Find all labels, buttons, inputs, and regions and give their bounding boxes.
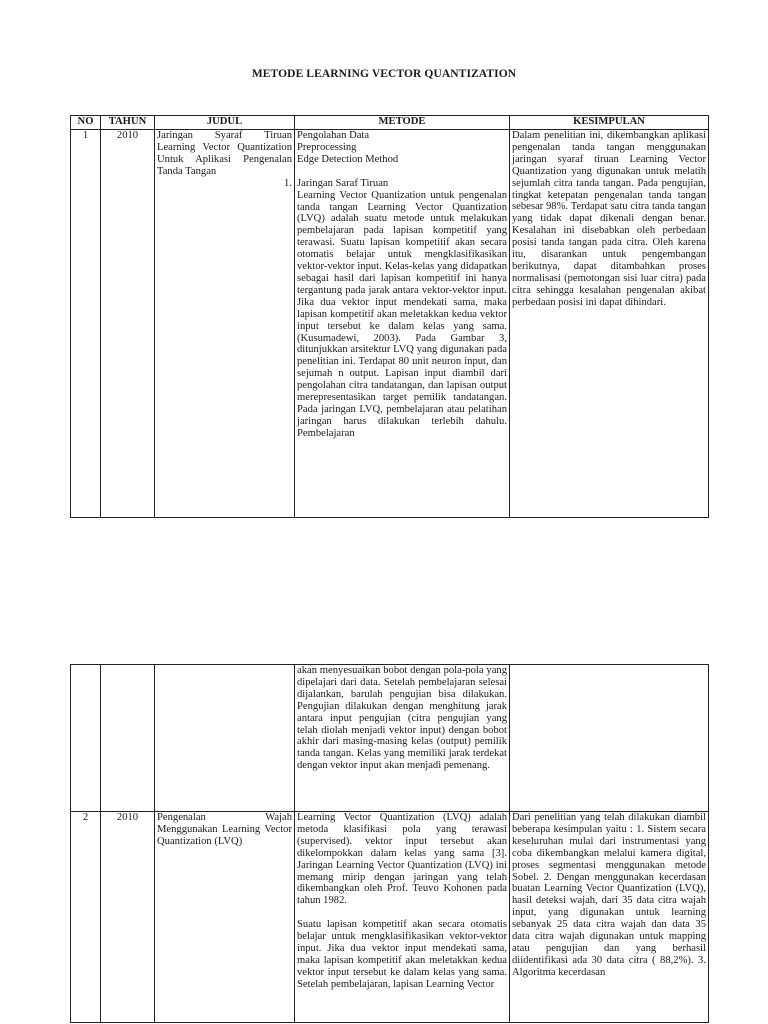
header-kesimpulan: KESIMPULAN bbox=[510, 116, 709, 130]
judul-text: Jaringan Syaraf Tiruan Learning Vector Quantization Untuk Aplikasi Pengenalan Tanda Tangan bbox=[157, 130, 292, 177]
cell-tahun bbox=[101, 665, 155, 812]
header-tahun: TAHUN bbox=[101, 116, 155, 130]
metode-line: Preprocessing bbox=[297, 141, 357, 153]
research-table-page2 bbox=[70, 664, 709, 1023]
metode-paragraph: Suatu lapisan kompetitif akan secara otomatis belajar untuk mengklasifikasikan vektor-vektor input. Jika dua vektor input mendekati sama, maka lapisan kompetitif akan meletakkan kedua vektor input tersebut ke dalam kelas yang sama. Setelah pembelajaran, lapisan Learning Vector bbox=[297, 919, 507, 990]
metode-paragraph: Learning Vector Quantization (LVQ) adalah metoda klasifikasi pola yang terawasi (supervised). vektor input tersebut akan dikelompokkan dalam kelas yang sama [3]. Jaringan Learning Vector Quantization (LVQ) ini memang mirip dengan jaringan yang telah dikembangkan oleh Prof. Teuvo Kohonen pada tahun 1982. bbox=[297, 812, 507, 907]
cell-metode bbox=[295, 812, 510, 1023]
table-row bbox=[71, 130, 709, 518]
metode-heading: Jaringan Saraf Tiruan bbox=[297, 177, 389, 189]
header-judul: JUDUL bbox=[155, 116, 295, 130]
cell-kesimpulan: Dalam penelitian ini, dikembangkan aplikasi pengenalan tanda tangan menggunakan jaringan syaraf tiruan Learning Vector Quantization yang digunakan untuk melatih sejumlah citra tanda tangan. Pada pengujian, tingkat ketepatan pengenalan tanda tangan sebesar 98%. Terdapat satu citra tanda tangan yang tidak dapat dikenali dengan benar. Kesalahan ini disebabkan oleh perbedaan posisi tanda tangan pada citra. Oleh karena itu, disarankan untuk pengembangan berikutnya, dapat ditambahkan proses normalisasi (pemotongan sisi luar citra) pada citra sehingga kesalahan pengenalan akibat perbedaan posisi ini dapat dihindari. bbox=[510, 130, 709, 518]
research-table-page1 bbox=[70, 115, 709, 518]
metode-line: Edge Detection Method bbox=[297, 153, 399, 165]
cell-no: 1 bbox=[71, 130, 101, 518]
table-row bbox=[71, 665, 709, 812]
cell-no bbox=[71, 665, 101, 812]
table-row bbox=[71, 812, 709, 1023]
cell-tahun: 2010 bbox=[101, 812, 155, 1023]
header-metode: METODE bbox=[295, 116, 510, 130]
metode-body: Learning Vector Quantization untuk pengenalan tanda tangan Learning Vector Quantization (LVQ) adalah suatu metode untuk melakukan pembelajaran pada lapisan kompetitif yang terawasi. Suatu lapisan kompetitif akan secara otomatis belajar untuk mengklasifikasikan vektor-vektor input. Kelas-kelas yang didapatkan sebagai hasil dari lapisan kompetitif ini hanya tergantung pada jarak antara vektor-vektor input. Jika dua vektor input mendekati sama, maka lapisan kompetitif akan meletakkan kedua vektor input tersebut ke dalam kelas yang sama. (Kusumadewi, 2003). Pada Gambar 3, ditunjukkan arsitektur LVQ yang digunakan pada penelitian ini. Terdapat 80 unit neuron input, dan sejumah n output. Lapisan input diambil dari pengolahan citra tandatangan, dan lapisan output merepresentasikan target pemilik tandatangan. Pada jaringan LVQ, pembelajaran atau pelatihan jaringan harus dilakukan terlebih dahulu. Pembelajaran bbox=[297, 189, 507, 439]
metode-line: Pengolahan Data bbox=[297, 130, 370, 141]
cell-kesimpulan bbox=[510, 665, 709, 812]
cell-judul bbox=[155, 665, 295, 812]
cell-judul: Pengenalan Wajah Menggunakan Learning Vector Quantization (LVQ) bbox=[155, 812, 295, 1023]
cell-kesimpulan: Dari penelitian yang telah dilakukan diambil beberapa kesimpulan yaitu : 1. Sistem secara keseluruhan mulai dari instrumentasi yang coba dikembangkan melalui kamera digital, proses segmentasi menggunakan metode Sobel. 2. Dengan menggunakan kecerdasan buatan Learning Vector Quantization (LVQ), hasil deteksi wajah, dari 35 data citra wajah input, yang digunakan untuk learning sebanyak 25 data citra wajah dan data 35 data citra wajah digunakan untuk mapping atau pengujian dan yang berhasil diidentifikasi ada 30 data citra ( 88,2%). 3. Algoritma kecerdasan bbox=[510, 812, 709, 1023]
header-no: NO bbox=[71, 116, 101, 130]
cell-metode-continuation: akan menyesuaikan bobot dengan pola-pola yang dipelajari dari data. Setelah pembelajaran selesai dijalankan, barulah pengujian bisa dilakukan. Pengujian dilakukan dengan menghitung jarak antara input pengujian (citra pengujian yang telah diolah menjadi vektor input) dengan bobot akhir dari masing-masing kelas (output) pemilik tanda tangan. Kelas yang memiliki jarak terdekat dengan vektor input akan menjadi pemenang. bbox=[295, 665, 510, 812]
cell-no: 2 bbox=[71, 812, 101, 1023]
cell-metode bbox=[295, 130, 510, 518]
cell-tahun: 2010 bbox=[101, 130, 155, 518]
document-title: METODE LEARNING VECTOR QUANTIZATION bbox=[251, 68, 517, 80]
judul-list-number: 1. bbox=[284, 177, 292, 189]
cell-judul bbox=[155, 130, 295, 518]
table-header-row bbox=[71, 116, 709, 130]
